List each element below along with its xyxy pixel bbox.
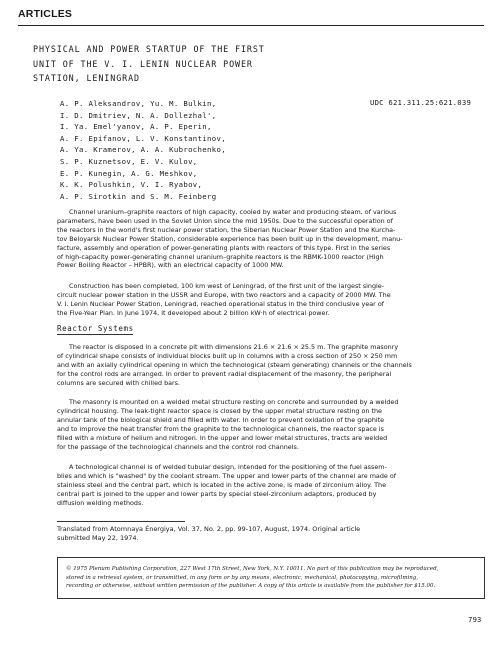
text-line: submitted May 22, 1974. [57,534,139,543]
text-line: recording or otherwise, without written permission of the publisher. A copy of this article is available from the publisher for $15.00. [66,583,436,589]
text-line: Translated from Atomnaya Énergiya, Vol. 37, No. 2, pp. 99-107, August, 1974. Original article [57,525,361,533]
text-line: Channel uranium–graphite reactors of high capacity, cooled by water and producing steam, of various [69,208,397,216]
intro-paragraph-2 [57,282,485,318]
text-line: the Five-Year Plan. In June 1974, it developed about 2 billion kW·h of electrical power. [57,308,330,317]
author-line: A. P. Sirotkin and S. M. Feinberg [60,191,217,201]
text-line: circuit nuclear power station in the USSR and Europe, with two reactors and a capacity of 2000 MW. The [57,290,391,299]
text-line: Construction has been completed, 100 km west of Leningrad, of the first unit of the largest single- [69,282,385,290]
text-line: and with an axially cylindrical opening in which the technological (steam generating) channels or the channels [57,360,412,369]
text-line: of high-capacity power-generating channel uranium–graphite reactors is the RBMK-1000 reactor (High [57,252,384,261]
author-line: A. F. Epifanov, L. V. Konstantinov, [60,133,227,143]
section-label: ARTICLES [18,8,73,20]
header-rule [18,25,484,26]
text-line: A technological channel is of welded tubular design, intended for the positioning of the fuel assem- [69,463,387,471]
text-line: of cylindrical shape consists of individual blocks built up in columns with a cross section of 250 × 250 mm [57,351,398,360]
text-line: annular tank of the biological shield and filled with water. In order to prevent oxidation of the graphite [57,415,385,424]
body-paragraph-2 [57,398,485,451]
intro-paragraph-1 [57,208,485,270]
text-line: cylindrical housing. The leak-tight reactor space is closed by the upper metal structure resting on the [57,406,382,415]
text-line: central part is joined to the upper and lower parts by special steel-zirconium adaptors, produced by [57,489,377,498]
title-line: STATION, LENINGRAD [33,73,140,83]
text-line: columns are secured with chilled bars. [57,378,181,387]
text-line: filled with a mixture of helium and nitrogen. In the upper and lower metal structures, tracts are welded [57,433,388,442]
text-line: stainless steel and the central part, which is located in the active zone, is made of zirconium alloy. The [57,480,386,489]
author-line: E. P. Kunegin, A. G. Meshkov, [60,168,198,178]
section-heading: Reactor Systems [57,324,134,333]
text-line: © 1975 Plenum Publishing Corporation, 227 West 17th Street, New York, N.Y. 10011. No part of this publication may be reproduced, [66,566,439,572]
text-line: and to improve the heat transfer from the graphite to the technological channels, the reactor space is [57,424,384,433]
author-line: I. D. Dmitriev, N. A. Dollezhal', [60,110,217,120]
page-number: 793 [468,616,482,624]
text-line: Power Boiling Reactor – HPBR), with an electrical capacity of 1000 MW. [57,261,284,270]
text-line: The reactor is disposed in a concrete pit with dimensions 21.6 × 21.6 × 25.5 m. The graphite masonry [69,343,399,351]
body-paragraph-3 [57,463,485,508]
text-line: for the control rods are arranged. In order to prevent radial displacement of the masonry, the peripheral [57,369,392,378]
author-line: I. Ya. Emel'yanov, A. P. Eperin, [60,122,212,132]
text-line: blies and which is "washed" by the coolant stream. The upper and lower parts of the channel are made of [57,471,397,480]
translation-footnote [57,525,360,543]
copyright-notice [66,565,438,591]
footnote-rule [57,521,185,522]
text-line: facture, assembly and operation of power-generating plants with reactors of this type. First in the series [57,243,391,252]
text-line: for the passage of the technological channels and the control rod channels. [57,442,299,451]
text-line: V. I. Lenin Nuclear Power Station, Leningrad, reached operational status in the third conclusive year of [57,299,384,308]
author-line: S. P. Kuznetsov, E. V. Kulov, [60,156,198,166]
title-line: UNIT OF THE V. I. LENIN NUCLEAR POWER [33,58,253,69]
section-heading-underline [57,334,133,335]
text-line: the reactors in the world's first nuclear power station, the Siberian Nuclear Power Station and the Kurcha- [57,225,396,234]
udc-code: UDC 621.311.25:621.039 [370,98,472,107]
title-line: PHYSICAL AND POWER STARTUP OF THE FIRST [33,44,265,54]
text-line: stored in a retrieval system, or transmitted, in any form or by any means, electronic, mechanical, photocopying, microfilming, [66,574,419,581]
author-line: K. K. Polushkin, V. I. Ryabov, [60,180,203,190]
article-title [33,42,463,86]
text-line: The masonry is mounted on a welded metal structure resting on concrete and surrounded by a welded [69,398,399,406]
text-line: tov Beloyarsk Nuclear Power Station, considerable experience has been built up in the development, manu- [57,234,403,243]
author-line: A. Ya. Kramerov, A. A. Kubrochenko, [60,145,227,155]
body-paragraph-1 [57,343,485,388]
text-line: diffusion welding methods. [57,498,144,507]
author-line: A. P. Aleksandrov, Yu. M. Bulkin, [60,99,217,108]
text-line: parameters, have been used in the Soviet Union since the mid 1950s. Due to the successful operation of [57,216,393,225]
author-list [60,98,226,202]
